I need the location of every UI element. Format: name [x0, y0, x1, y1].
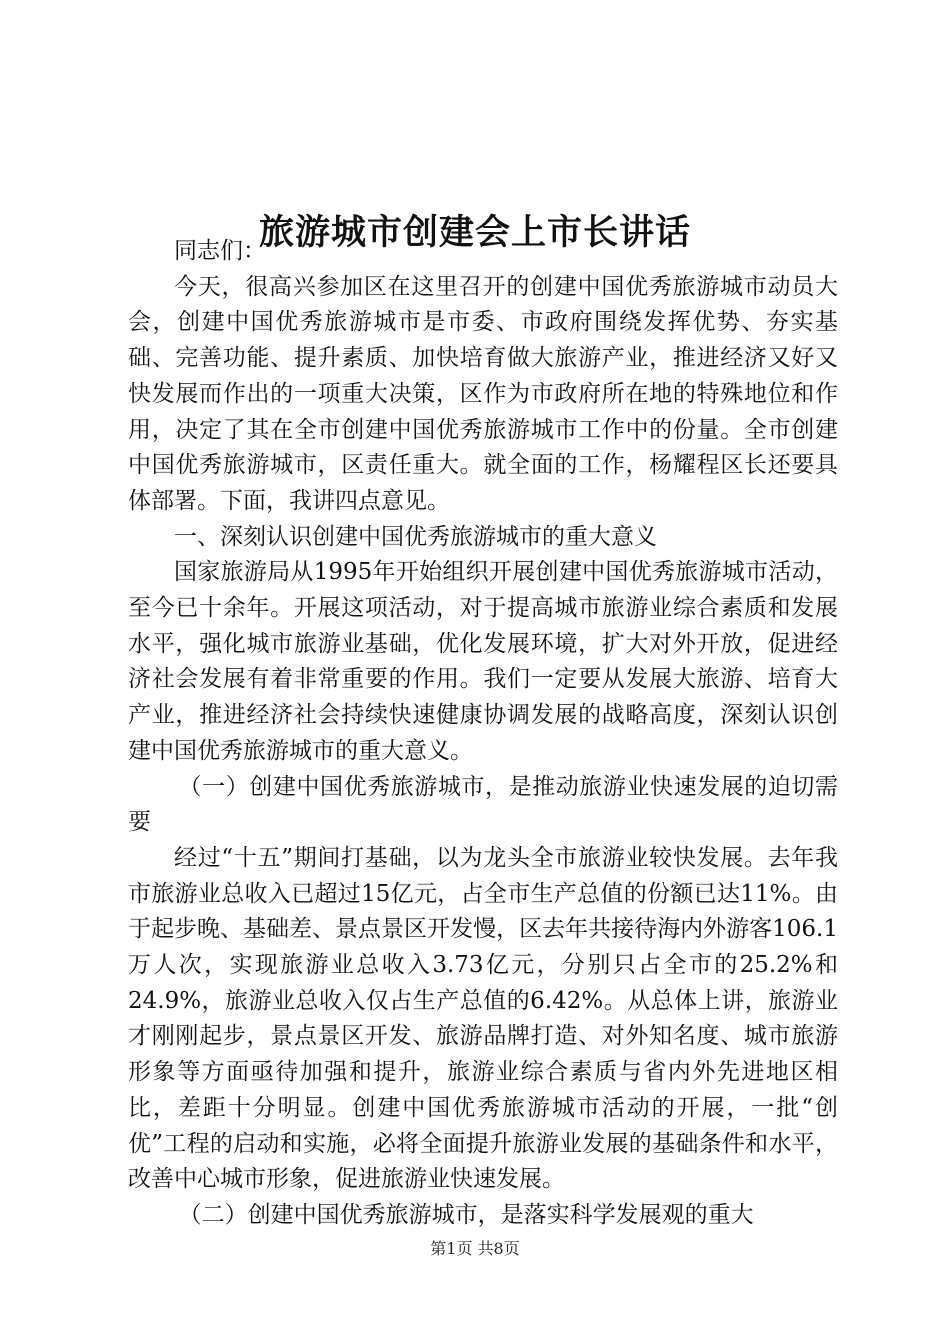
page-number-footer: 第1页 共8页 [430, 1239, 520, 1258]
paragraph-significance: 国家旅游局从1995年开始组织开展创建中国优秀旅游城市活动，至今已十余年。开展这项活动，对于提高城市旅游业综合素质和发展水平，强化城市旅游业基础，优化发展环境，扩大对外开放，促进经济社会发展有着非常重要的作用。我们一定要从发展大旅游、培育大产业，推进经济社会持续快速健康协调发展的战略高度，深刻认识创建中国优秀旅游城市的重大意义。 [128, 559, 838, 764]
document-body [128, 234, 838, 1234]
salutation: 同志们： [174, 238, 266, 264]
document-title: 旅游城市创建会上市长讲话 [258, 212, 691, 254]
paragraph-intro: 今天，很高兴参加区在这里召开的创建中国优秀旅游城市动员大会，创建中国优秀旅游城市是市委、市政府围绕发挥优势、夯实基础、完善功能、提升素质、加快培育做大旅游产业，推进经济又好又快发展而作出的一项重大决策，区作为市政府所在地的特殊地位和作用，决定了其在全市创建中国优秀旅游城市工作中的份量。全市创建中国优秀旅游城市，区责任重大。就全面的工作，杨耀程区长还要具体部署。下面，我讲四点意见。 [128, 273, 838, 514]
section-heading-1: 一、深刻认识创建中国优秀旅游城市的重大意义 [174, 523, 657, 550]
subsection-heading-1: （一）创建中国优秀旅游城市，是推动旅游业快速发展的迫切需要 [128, 773, 838, 836]
paragraph-tourism-status: 经过“十五”期间打基础，以为龙头全市旅游业较快发展。去年我市旅游业总收入已超过15亿元，占全市生产总值的份额已达11%。由于起步晚、基础差、景点景区开发慢，区去年共接待海内外游客106.1万人次，实现旅游业总收入3.73亿元，分别只占全市的25.2%和24.9%，旅游业总收入仅占生产总值的6.42%。从总体上讲，旅游业才刚刚起步，景点景区开发、旅游品牌打造、对外知名度、城市旅游形象等方面亟待加强和提升，旅游业综合素质与省内外先进地区相比，差距十分明显。创建中国优秀旅游城市活动的开展，一批“创优”工程的启动和实施，必将全面提升旅游业发展的基础条件和水平，改善中心城市形象，促进旅游业快速发展。 [128, 844, 838, 1193]
subsection-heading-2: （二）创建中国优秀旅游城市，是落实科学发展观的重大 [178, 1201, 754, 1228]
